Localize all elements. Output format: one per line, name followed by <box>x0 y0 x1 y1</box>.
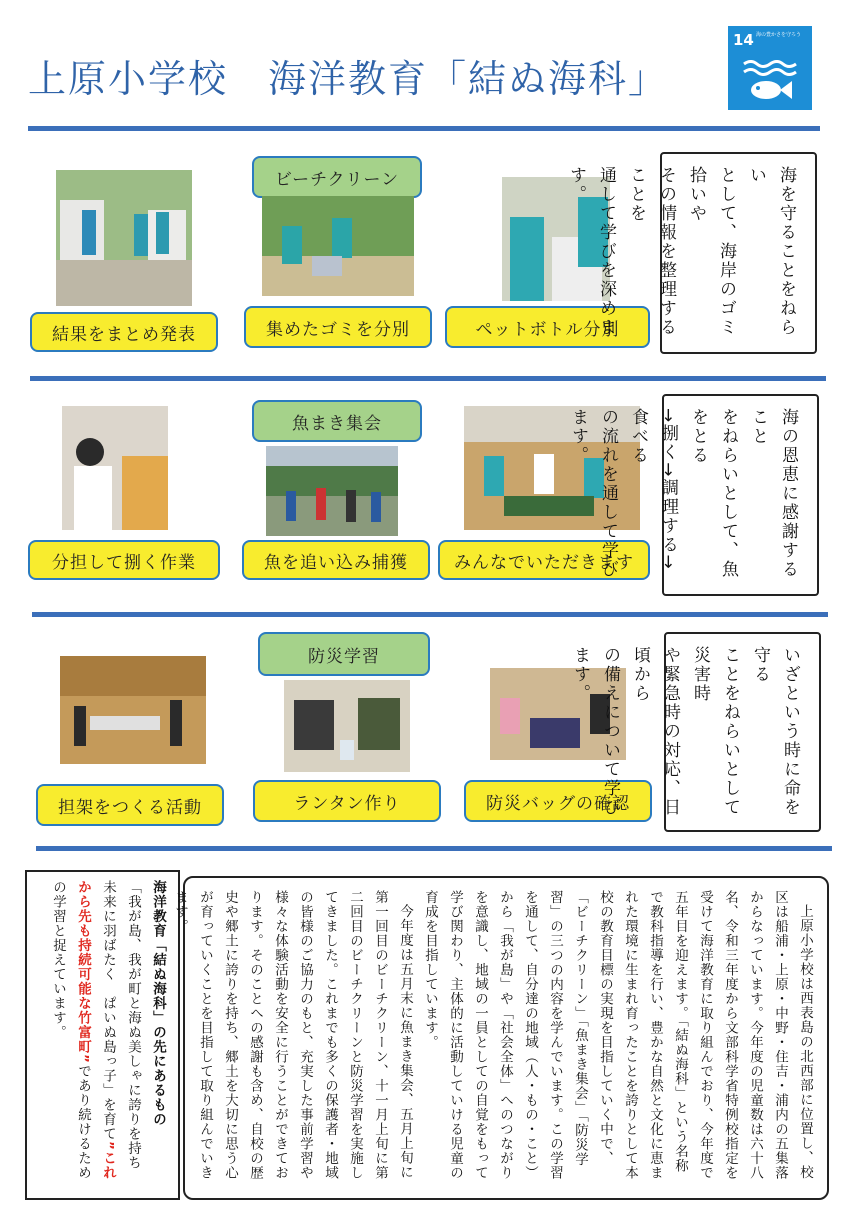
photo-fish-catching <box>266 446 398 536</box>
heading-disaster-prevention: 防災学習 <box>258 632 430 676</box>
heading-fish-gathering: 魚まき集会 <box>252 400 422 442</box>
side-message-box <box>25 870 180 1200</box>
label-fish-catching: 魚を追い込み捕獲 <box>242 540 430 580</box>
label-eating-together: みんなでいただきます <box>438 540 650 580</box>
main-paragraph-2: 今年度は五月末に魚まき集会、五月上旬に第一回目のビーチクリーン、十一月上旬に第二回目のビーチクリーンと防災学習を実施してきました。これまでも多くの保護者・地域の皆様のご協力のもと、充実した事前学習や様々な体験活動を安全に行うことができております。そのことへの感謝も含め、自校の歴史や郷土に誇りを持ち、郷土を大切に思う心が育っていくことを目指して取り組んでいきます。 <box>172 890 413 1180</box>
divider-top <box>28 126 820 131</box>
photo-stretcher <box>60 656 206 764</box>
note-fish-gathering: 海の恩恵に感謝すること をねらいとして、魚をとる →捌く→調理する→食べる の流れを通して学びます。 <box>662 394 819 596</box>
side-heading: 海洋教育「結ぬ海科」の先にあるもの <box>150 880 166 1127</box>
sdg-text: 海の豊かさを守ろう <box>756 32 802 38</box>
page-title: 上原小学校 海洋教育「結ぬ海科」 <box>28 57 669 101</box>
divider-3 <box>36 846 832 851</box>
side-line1: 「我が島、我が町と海ぬ美しゃに誇りを持ち 未来に羽ばたく ぱいぬ島っ子」を育て <box>100 880 141 1185</box>
label-emergency-bag: 防災バッグの確認 <box>464 780 652 822</box>
photo-lantern <box>284 680 410 772</box>
label-lantern: ランタン作り <box>253 780 441 822</box>
label-pet-bottle: ペットボトル分別 <box>445 306 650 348</box>
main-paragraph-1: 上原小学校は西表島の北西部に位置し、校区は船浦・上原・中野・住吉・浦内の五集落からなっています。今年度の児童数は六十八名、令和三年度から文部科学省特例校指定を受けて海洋教育に取り組んでおり、今年度で五年目を迎えます。「結ぬ海科」という名称で教科指導を行い、豊かな自然と文化に恵まれた環境に生まれ育ったことを誇りとして本校の教育目標の実現を目指していく中で、「ビーチクリーン」「魚まき集会」「防災学習」の三つの内容を学んでいます。この学習を通して、自分達の地域（人・もの・こと）から「我が島」や「社会全体」へのつながりを意識し、地域の一員としての自覚をもって学び関わり、主体的に活動していける児童の育成を目指しています。 <box>422 890 813 1180</box>
label-sorting-trash: 集めたゴミを分別 <box>244 306 432 348</box>
main-text-box <box>172 876 829 1200</box>
label-stretcher: 担架をつくる活動 <box>36 784 224 826</box>
label-fish-cutting: 分担して捌く作業 <box>28 540 220 580</box>
label-presentation: 結果をまとめ発表 <box>30 312 218 352</box>
side-highlight: ”これから先も持続可能な竹富町” <box>75 880 116 1180</box>
sdg-number: 14 <box>733 31 754 49</box>
heading-beach-clean: ビーチクリーン <box>252 156 422 198</box>
note-disaster-prevention: いざという時に命を守る ことをねらいとして災害時 や緊急時の対応、日頃から の備えについて学びます。 <box>664 632 821 832</box>
photo-fish-cutting <box>62 406 168 530</box>
divider-2 <box>32 612 828 617</box>
photo-sorting-trash <box>262 196 414 296</box>
photo-presentation <box>56 170 192 306</box>
fish-icon <box>740 60 800 104</box>
sdg14-badge <box>728 26 812 110</box>
side-line2: であり続けるための学習と捉えています。 <box>50 880 91 1180</box>
divider-1 <box>30 376 826 381</box>
note-beach-clean: 海を守ることをねらい として、海岸のゴミ拾いや その情報を整理することを 通して学びを深めます。 <box>660 152 817 354</box>
